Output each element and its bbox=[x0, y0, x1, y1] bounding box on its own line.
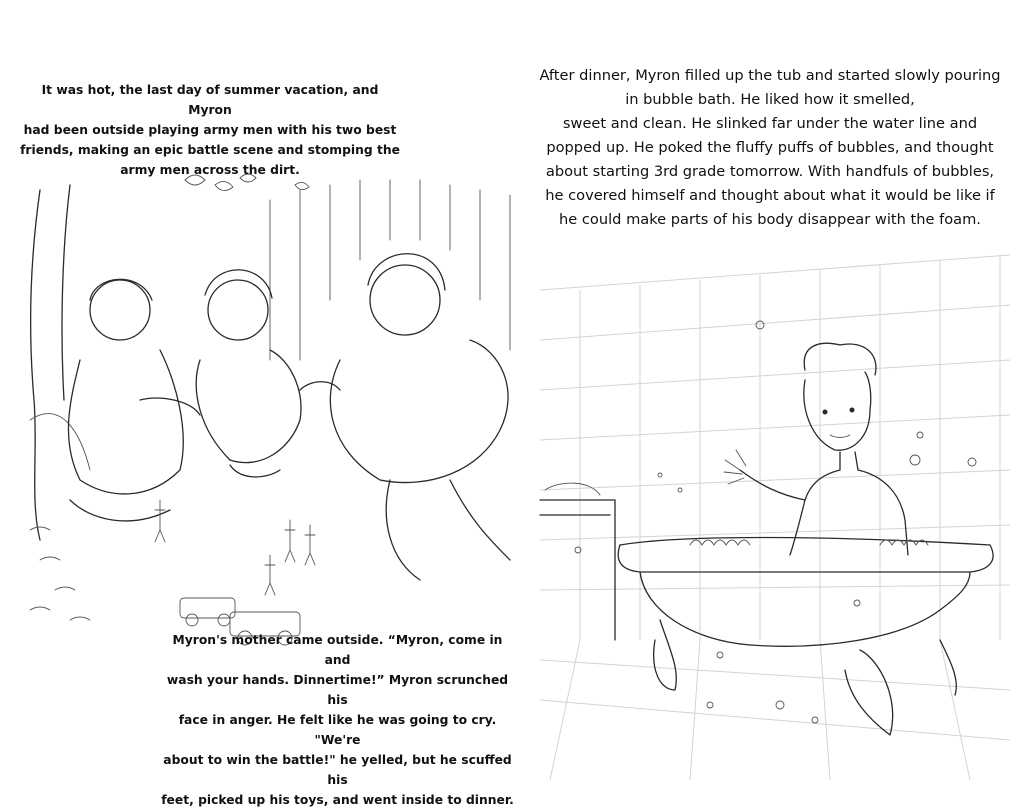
story-line: about starting 3rd grade tomorrow. With handfuls of bubbles, bbox=[545, 163, 995, 180]
story-line: sweet and clean. He slinked far under the water line and bbox=[562, 115, 978, 132]
story-line: had been outside playing army men with his two best bbox=[23, 123, 397, 137]
bathroom-tile-wall bbox=[540, 255, 1010, 780]
bathtub bbox=[618, 538, 993, 736]
story-line: Myron's mother came outside. “Myron, come in and bbox=[172, 633, 503, 667]
story-line: face in anger. He felt like he was going to cry. "We're bbox=[178, 713, 497, 747]
story-line: he covered himself and thought about what it would be like if bbox=[545, 187, 995, 204]
story-text-top-right bbox=[528, 64, 1012, 232]
story-line: feet, picked up his toys, and went inside to dinner. bbox=[161, 793, 514, 807]
story-text-top-left bbox=[20, 80, 400, 180]
story-line: army men across the dirt. bbox=[120, 163, 300, 177]
story-text-bottom-left bbox=[160, 630, 515, 810]
right-page bbox=[520, 0, 1024, 791]
story-line: friends, making an epic battle scene and stomping the bbox=[20, 143, 400, 157]
story-line: in bubble bath. He liked how it smelled, bbox=[625, 91, 915, 108]
story-line: he could make parts of his body disappear with the foam. bbox=[559, 211, 981, 228]
story-line: After dinner, Myron filled up the tub and started slowly pouring bbox=[539, 67, 1001, 84]
story-line: popped up. He poked the fluffy puffs of bubbles, and thought bbox=[546, 139, 994, 156]
story-line: It was hot, the last day of summer vacation, and Myron bbox=[41, 83, 379, 117]
story-line: wash your hands. Dinnertime!” Myron scrunched his bbox=[166, 673, 509, 707]
story-line: about to win the battle!" he yelled, but he scuffed his bbox=[163, 753, 512, 787]
